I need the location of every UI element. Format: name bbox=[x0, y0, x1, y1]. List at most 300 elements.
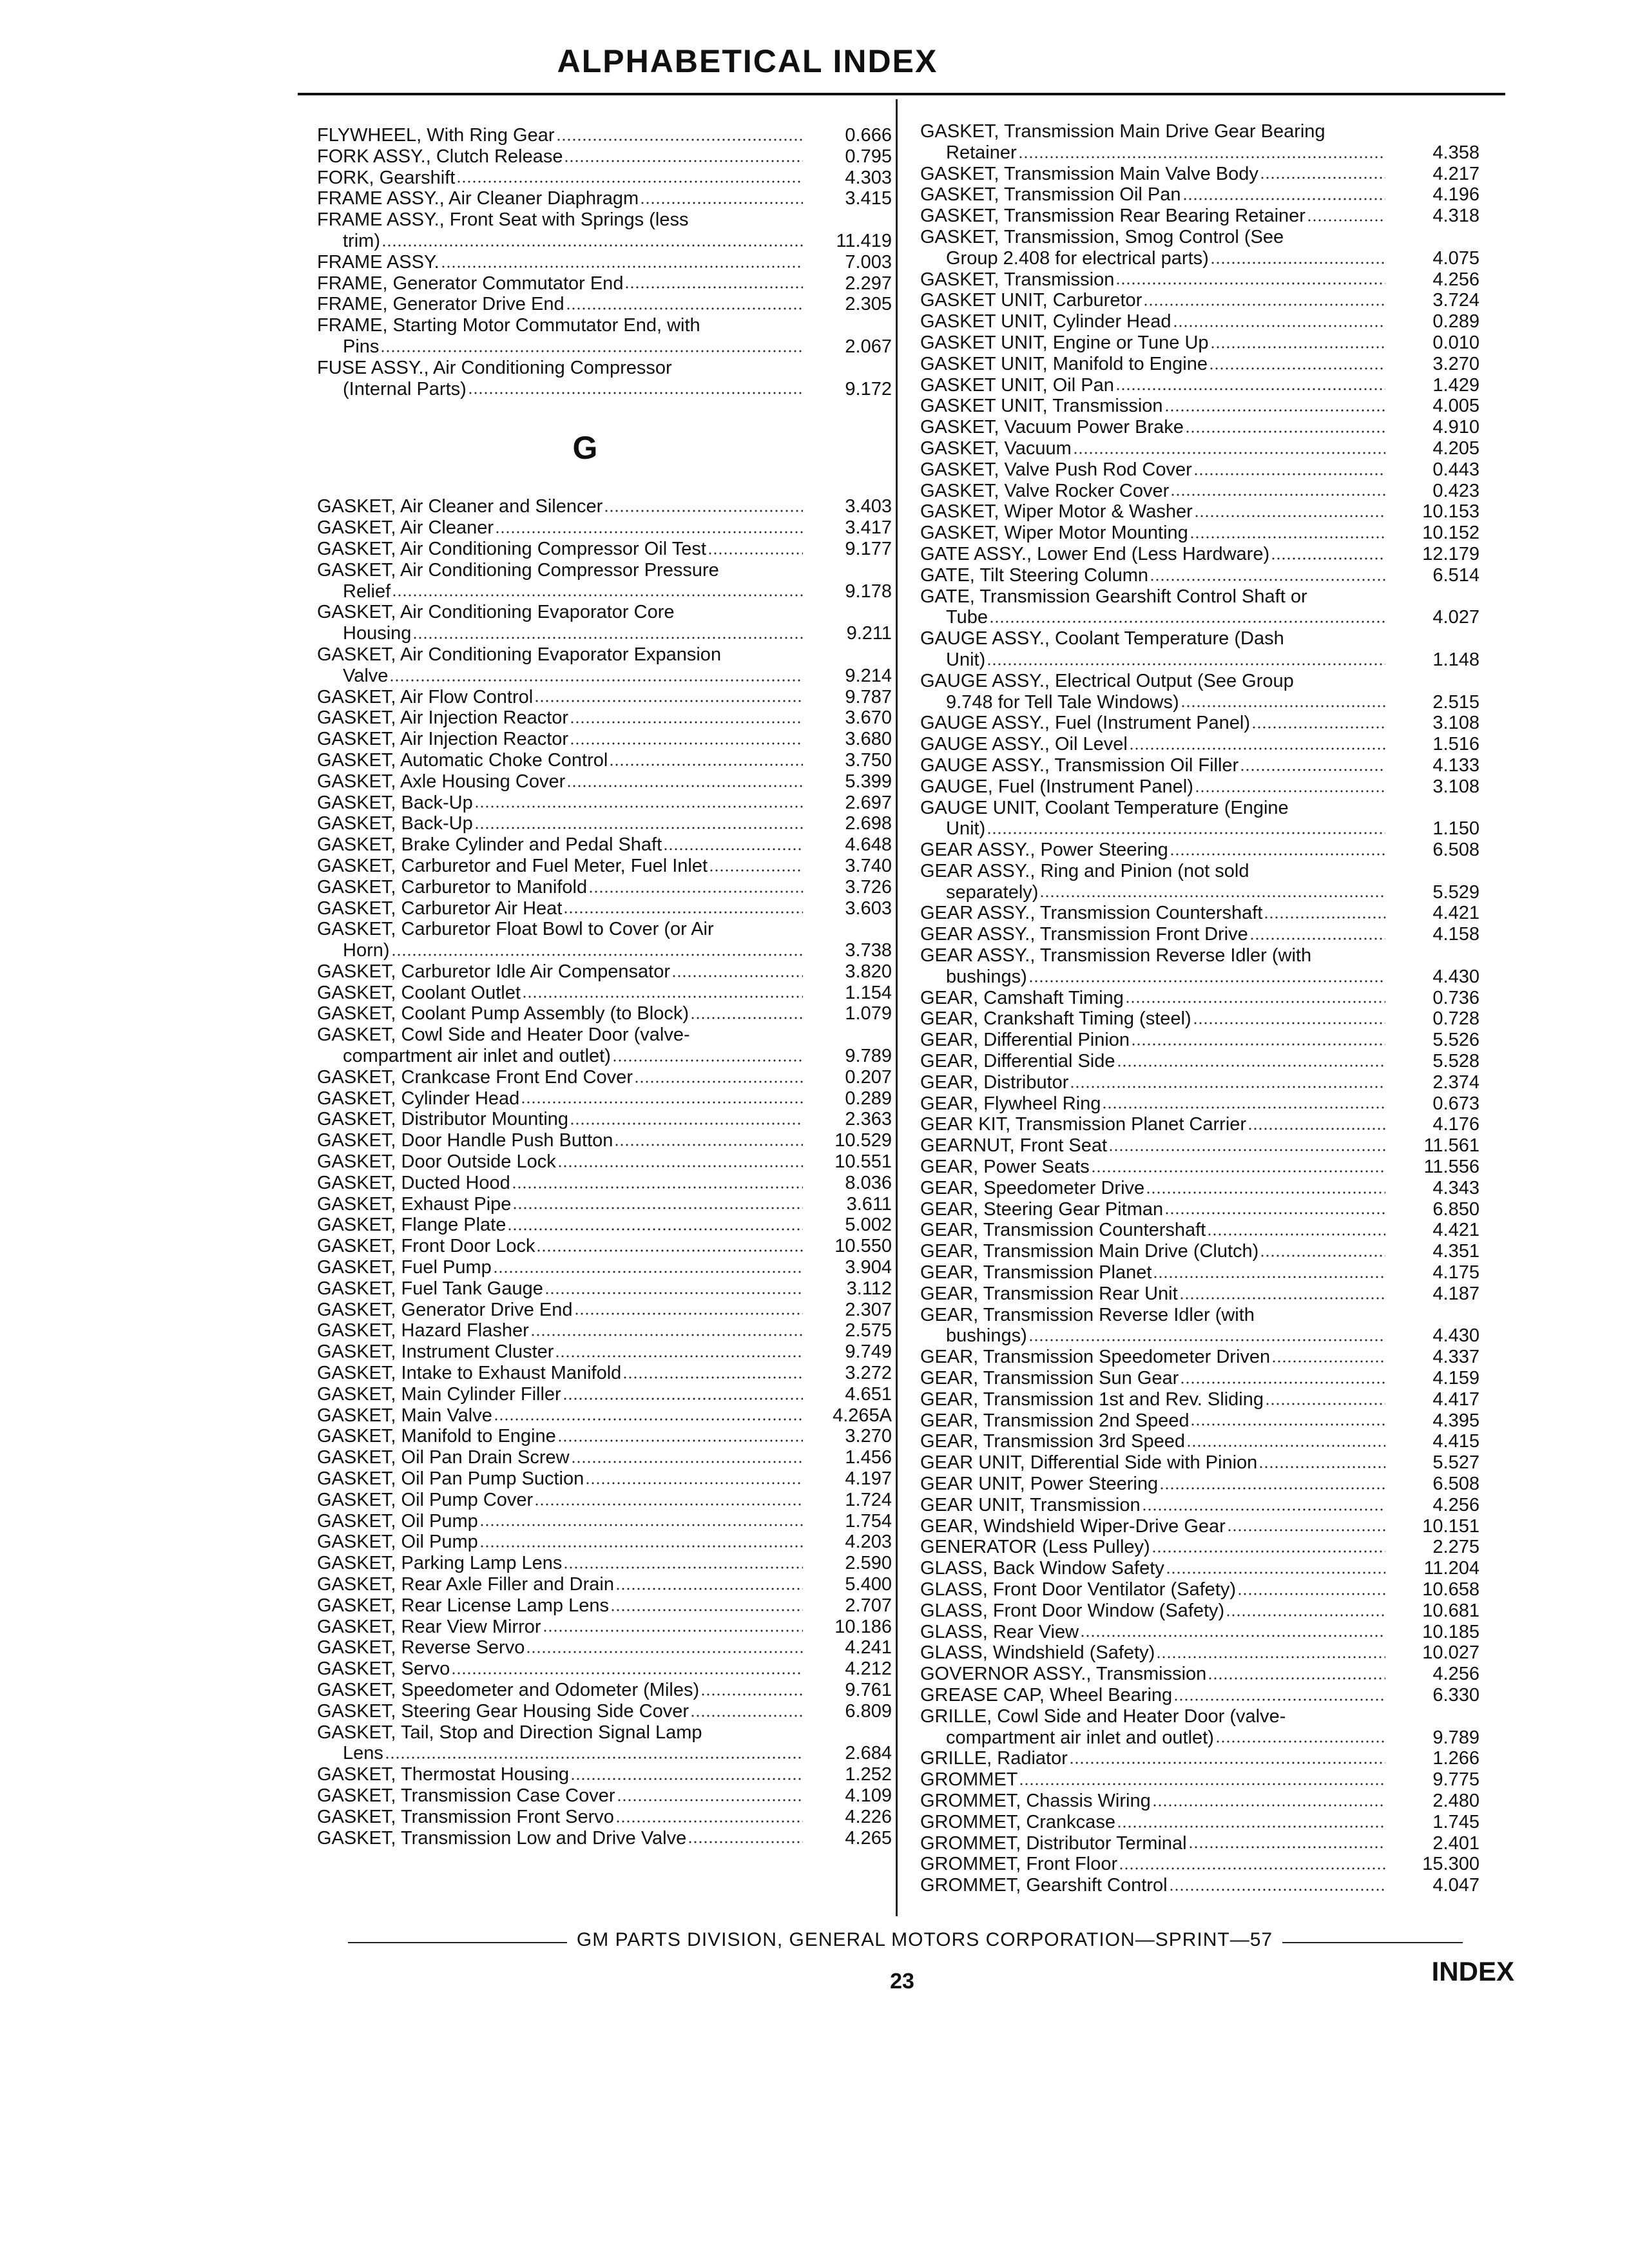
dot-leader bbox=[614, 1143, 803, 1147]
entry-last-line bbox=[317, 1384, 807, 1405]
section-letter: G bbox=[572, 430, 598, 466]
group-number: 2.401 bbox=[1432, 1832, 1480, 1854]
group-number: 2.684 bbox=[845, 1743, 892, 1764]
entry-last-line bbox=[317, 1088, 807, 1110]
group-number: 4.217 bbox=[1432, 163, 1480, 184]
group-number: 0.673 bbox=[1432, 1093, 1480, 1114]
entry-last-line bbox=[920, 1178, 1389, 1199]
entry-text: GAUGE ASSY., Transmission Oil Filler bbox=[920, 754, 1239, 776]
entry-label bbox=[317, 1785, 807, 1807]
group-number: 0.010 bbox=[1432, 332, 1480, 353]
entry-label bbox=[317, 1151, 807, 1173]
entry-text: GREASE CAP, Wheel Bearing bbox=[920, 1684, 1173, 1706]
dot-leader bbox=[1150, 578, 1385, 582]
entry-text: GEAR UNIT, Differential Side with Pinion bbox=[920, 1452, 1258, 1474]
entry-text: GASKET, Carburetor and Fuel Meter, Fuel Inlet bbox=[317, 855, 708, 876]
dot-leader bbox=[512, 1186, 803, 1189]
entry-text: GAUGE, Fuel (Instrument Panel) bbox=[920, 776, 1193, 797]
dot-leader bbox=[380, 349, 803, 353]
entry-text: GASKET, Transmission Rear Bearing Retainer bbox=[920, 206, 1306, 227]
entry-label bbox=[317, 1637, 807, 1658]
entry-last-line bbox=[920, 481, 1389, 502]
entry-text: FORK ASSY., Clutch Release bbox=[317, 146, 563, 167]
entry-text: GOVERNOR ASSY., Transmission bbox=[920, 1664, 1207, 1685]
entry-text: GASKET, Oil Pump Cover bbox=[317, 1489, 534, 1510]
index-entry bbox=[317, 1828, 892, 1849]
dot-leader bbox=[564, 159, 803, 163]
entry-label bbox=[920, 1072, 1389, 1093]
entry-last-line bbox=[317, 1490, 807, 1511]
index-entry bbox=[317, 168, 892, 189]
dot-leader bbox=[1156, 1655, 1385, 1659]
dot-leader bbox=[536, 1249, 803, 1253]
entry-text: GEAR, Transmission Main Drive (Clutch) bbox=[920, 1241, 1259, 1262]
entry-label bbox=[317, 1722, 807, 1765]
dot-leader bbox=[604, 509, 803, 513]
dot-leader bbox=[1195, 789, 1385, 793]
dot-leader bbox=[1115, 387, 1385, 391]
entry-text: GASKET, Servo bbox=[317, 1658, 450, 1680]
group-number: 2.067 bbox=[845, 336, 892, 357]
entry-last-line bbox=[317, 898, 807, 919]
index-entry bbox=[920, 1283, 1480, 1305]
entry-last-line bbox=[317, 1701, 807, 1722]
index-entry bbox=[317, 1701, 892, 1722]
entry-text: Lens bbox=[343, 1743, 383, 1764]
group-number: 4.256 bbox=[1432, 1664, 1480, 1685]
group-number: 5.399 bbox=[845, 771, 892, 792]
entry-text: GASKET, Coolant Outlet bbox=[317, 982, 521, 1003]
entry-label bbox=[920, 840, 1389, 861]
entry-text: GROMMET bbox=[920, 1769, 1018, 1791]
group-number: 5.400 bbox=[845, 1574, 892, 1595]
entry-label bbox=[317, 983, 807, 1004]
index-entry bbox=[920, 840, 1480, 861]
entry-text: GASKET, Ducted Hood bbox=[317, 1172, 510, 1193]
group-number: 4.256 bbox=[1432, 269, 1480, 290]
entry-label bbox=[317, 919, 807, 961]
entry-label bbox=[920, 1748, 1389, 1769]
entry-label bbox=[317, 1511, 807, 1532]
entry-label bbox=[317, 1447, 807, 1468]
entry-text: bushings) bbox=[946, 966, 1027, 987]
index-entry bbox=[317, 644, 892, 687]
entry-label bbox=[920, 1495, 1389, 1516]
entry-text: GROMMET, Distributor Terminal bbox=[920, 1832, 1187, 1854]
entry-label bbox=[317, 1658, 807, 1680]
entry-text: GEAR, Transmission 1st and Rev. Sliding bbox=[920, 1389, 1264, 1410]
index-entry bbox=[920, 755, 1480, 776]
index-entry bbox=[920, 227, 1480, 269]
entry-label bbox=[317, 315, 807, 358]
dot-leader bbox=[1159, 1486, 1385, 1490]
entry-label bbox=[920, 1368, 1389, 1389]
group-number: 4.241 bbox=[845, 1637, 892, 1658]
dot-leader bbox=[1193, 472, 1385, 476]
group-number: 4.212 bbox=[845, 1658, 892, 1680]
entry-label bbox=[920, 1199, 1389, 1220]
index-list-left-top bbox=[317, 125, 892, 399]
entry-label bbox=[920, 501, 1389, 523]
entry-last-line bbox=[317, 1236, 807, 1257]
entry-label bbox=[920, 798, 1389, 840]
entry-text: GROMMET, Crankcase bbox=[920, 1811, 1115, 1832]
entry-label bbox=[920, 1812, 1389, 1833]
entry-last-line bbox=[920, 311, 1389, 332]
dot-leader bbox=[474, 826, 803, 830]
entry-text: compartment air inlet and outlet) bbox=[343, 1046, 611, 1067]
entry-label bbox=[920, 1791, 1389, 1812]
index-entry bbox=[920, 1178, 1480, 1199]
group-number: 4.430 bbox=[1432, 966, 1480, 987]
entry-label bbox=[920, 1262, 1389, 1283]
entry-last-line bbox=[920, 1051, 1389, 1072]
entry-text: FRAME, Generator Drive End bbox=[317, 294, 564, 315]
entry-text: GASKET, Valve Push Rod Cover bbox=[920, 459, 1192, 480]
index-entry bbox=[317, 1785, 892, 1807]
index-entry bbox=[317, 1024, 892, 1067]
entry-text: GLASS, Back Window Safety bbox=[920, 1558, 1164, 1579]
group-number: 2.275 bbox=[1432, 1537, 1480, 1558]
entry-label bbox=[317, 1701, 807, 1722]
dot-leader bbox=[451, 1671, 803, 1675]
entry-label bbox=[317, 1257, 807, 1278]
page-title: ALPHABETICAL INDEX bbox=[557, 43, 938, 79]
entry-last-line bbox=[317, 1511, 807, 1532]
dot-leader bbox=[622, 1376, 803, 1379]
entry-label bbox=[317, 1278, 807, 1300]
entry-text: GASKET, Oil Pump bbox=[317, 1510, 478, 1532]
index-entry bbox=[920, 924, 1480, 945]
group-number: 4.430 bbox=[1432, 1325, 1480, 1347]
entry-text: GEAR, Transmission 2nd Speed bbox=[920, 1410, 1190, 1431]
entry-text: GEAR, Differential Pinion bbox=[920, 1030, 1130, 1051]
dot-leader bbox=[700, 1693, 803, 1696]
dot-leader bbox=[1091, 1169, 1385, 1173]
index-entry bbox=[920, 438, 1480, 459]
entry-text: GASKET, Wiper Motor Mounting bbox=[920, 523, 1188, 544]
entry-last-line bbox=[317, 1003, 807, 1024]
group-number: 9.761 bbox=[845, 1679, 892, 1700]
entry-label bbox=[317, 813, 807, 834]
index-entry bbox=[317, 1003, 892, 1024]
entry-last-line bbox=[317, 1807, 807, 1828]
dot-leader bbox=[493, 1270, 803, 1274]
index-entry bbox=[920, 1558, 1480, 1579]
dot-leader bbox=[1152, 1803, 1385, 1807]
entry-text: GASKET, Transmission Low and Drive Valve bbox=[317, 1827, 687, 1849]
index-entry bbox=[920, 501, 1480, 523]
entry-last-line bbox=[317, 1215, 807, 1236]
index-entry bbox=[920, 1072, 1480, 1093]
entry-last-line bbox=[920, 375, 1389, 396]
index-entry bbox=[317, 707, 892, 729]
entry-label bbox=[317, 1574, 807, 1595]
entry-last-line bbox=[317, 1680, 807, 1701]
entry-last-line bbox=[920, 1875, 1389, 1896]
dot-leader bbox=[1258, 1465, 1385, 1469]
entry-text: GASKET UNIT, Oil Pan bbox=[920, 374, 1114, 396]
entry-last-line bbox=[920, 1516, 1389, 1537]
group-number: 11.204 bbox=[1423, 1558, 1480, 1579]
dot-leader bbox=[522, 995, 803, 999]
index-entry bbox=[920, 481, 1480, 502]
entry-label bbox=[920, 1283, 1389, 1305]
entry-label bbox=[920, 734, 1389, 755]
entry-text: GEARNUT, Front Seat bbox=[920, 1135, 1108, 1157]
entry-last-line bbox=[317, 1595, 807, 1617]
group-number: 10.186 bbox=[834, 1616, 892, 1637]
entry-last-line bbox=[317, 517, 807, 539]
entry-label bbox=[317, 1617, 807, 1638]
entry-last-line bbox=[920, 1579, 1389, 1600]
entry-last-line bbox=[920, 1622, 1389, 1643]
group-number: 7.003 bbox=[845, 251, 892, 273]
entry-text: FORK, Gearshift bbox=[317, 167, 456, 188]
index-entry bbox=[920, 1347, 1480, 1368]
index-entry bbox=[317, 919, 892, 961]
entry-text: GAUGE UNIT, Coolant Temperature (Engine bbox=[920, 797, 1289, 818]
index-entry bbox=[920, 1516, 1480, 1537]
dot-leader bbox=[1018, 155, 1385, 159]
entry-label bbox=[920, 776, 1389, 798]
group-number: 10.658 bbox=[1422, 1579, 1480, 1600]
footer-rule-left bbox=[348, 1942, 567, 1943]
entry-text: GASKET, Wiper Motor & Washer bbox=[920, 501, 1193, 523]
entry-text: GASKET, Back-Up bbox=[317, 813, 473, 834]
entry-label bbox=[920, 269, 1389, 291]
entry-last-line bbox=[317, 834, 807, 856]
group-number: 4.318 bbox=[1432, 206, 1480, 227]
entry-last-line bbox=[317, 856, 807, 877]
dot-leader bbox=[1070, 1085, 1385, 1089]
entry-text: FRAME ASSY., Front Seat with Springs (less bbox=[317, 209, 689, 231]
entry-label bbox=[317, 1173, 807, 1194]
entry-text: GASKET, Rear Axle Filler and Drain bbox=[317, 1574, 614, 1595]
entry-label bbox=[317, 1532, 807, 1553]
entry-label bbox=[317, 1426, 807, 1447]
entry-last-line bbox=[920, 1431, 1389, 1452]
dot-leader bbox=[557, 1164, 803, 1168]
entry-last-line bbox=[317, 146, 807, 168]
index-entry bbox=[317, 1532, 892, 1553]
entry-last-line bbox=[920, 396, 1389, 417]
index-entry bbox=[317, 1341, 892, 1363]
dot-leader bbox=[543, 1629, 803, 1633]
entry-label bbox=[920, 1093, 1389, 1115]
entry-label bbox=[317, 1003, 807, 1024]
dot-leader bbox=[708, 552, 803, 555]
dot-leader bbox=[566, 307, 803, 311]
index-entry bbox=[920, 671, 1480, 713]
entry-text: GEAR UNIT, Transmission bbox=[920, 1494, 1141, 1515]
entry-last-line bbox=[317, 1743, 807, 1764]
entry-last-line bbox=[317, 813, 807, 834]
index-entry bbox=[920, 586, 1480, 629]
entry-text: GASKET UNIT, Carburetor bbox=[920, 290, 1142, 311]
entry-text: GASKET, Air Injection Reactor bbox=[317, 729, 569, 750]
group-number: 4.421 bbox=[1432, 903, 1480, 924]
right-column bbox=[920, 121, 1480, 1896]
entry-text: GASKET, Hazard Flasher bbox=[317, 1320, 529, 1341]
entry-last-line bbox=[317, 1341, 807, 1363]
entry-text: GASKET, Oil Pan Pump Suction bbox=[317, 1468, 584, 1490]
group-number: 2.590 bbox=[845, 1553, 892, 1574]
index-entry bbox=[920, 1135, 1480, 1157]
dot-leader bbox=[1209, 367, 1385, 370]
entry-label bbox=[920, 1579, 1389, 1600]
group-number: 5.002 bbox=[845, 1215, 892, 1236]
dot-leader bbox=[1264, 916, 1385, 919]
group-number: 10.153 bbox=[1422, 501, 1480, 523]
entry-text: GASKET, Oil Pump bbox=[317, 1532, 478, 1553]
index-entry bbox=[317, 1109, 892, 1130]
dot-leader bbox=[456, 180, 803, 184]
entry-text: Pins bbox=[343, 336, 380, 357]
index-entry bbox=[317, 1405, 892, 1427]
group-number: 3.750 bbox=[845, 749, 892, 771]
entry-last-line bbox=[317, 125, 807, 146]
entry-text: Retainer bbox=[946, 142, 1017, 163]
entry-text: GASKET, Rear View Mirror bbox=[317, 1616, 541, 1637]
entry-text: Group 2.408 for electrical parts) bbox=[946, 247, 1209, 269]
entry-label bbox=[920, 354, 1389, 375]
index-entry bbox=[920, 1664, 1480, 1685]
dot-leader bbox=[1207, 1233, 1385, 1236]
dot-leader bbox=[1073, 451, 1385, 455]
entry-last-line bbox=[317, 940, 807, 961]
entry-last-line bbox=[317, 793, 807, 814]
dot-leader bbox=[1173, 1698, 1385, 1702]
entry-text: GASKET, Door Outside Lock bbox=[317, 1151, 556, 1173]
group-number: 2.363 bbox=[845, 1109, 892, 1130]
dot-leader bbox=[507, 1227, 803, 1231]
index-entry bbox=[317, 1173, 892, 1194]
index-entry bbox=[920, 523, 1480, 544]
group-number: 3.726 bbox=[845, 876, 892, 898]
entry-text: GASKET, Air Conditioning Evaporator Expansion bbox=[317, 644, 722, 665]
entry-label bbox=[317, 1807, 807, 1828]
index-entry bbox=[920, 1431, 1480, 1452]
entry-text: GEAR KIT, Transmission Planet Carrier bbox=[920, 1114, 1247, 1135]
index-entry bbox=[920, 1114, 1480, 1135]
group-number: 11.419 bbox=[836, 230, 892, 251]
entry-text: FRAME ASSY., Air Cleaner Diaphragm bbox=[317, 188, 639, 209]
index-entry bbox=[920, 861, 1480, 903]
entry-text: GEAR, Crankshaft Timing (steel) bbox=[920, 1008, 1191, 1030]
group-number: 1.456 bbox=[845, 1447, 892, 1468]
dot-leader bbox=[570, 720, 803, 724]
group-number: 3.417 bbox=[845, 517, 892, 539]
entry-label bbox=[317, 209, 807, 252]
group-number: 4.176 bbox=[1432, 1114, 1480, 1135]
entry-text: GROMMET, Chassis Wiring bbox=[920, 1790, 1151, 1811]
entry-text: GASKET, Manifold to Engine bbox=[317, 1426, 556, 1447]
group-number: 0.207 bbox=[845, 1066, 892, 1088]
dot-leader bbox=[530, 1333, 803, 1337]
index-entry bbox=[920, 1008, 1480, 1030]
entry-label bbox=[317, 1109, 807, 1130]
group-number: 4.343 bbox=[1432, 1177, 1480, 1198]
group-number: 2.297 bbox=[845, 273, 892, 294]
entry-label bbox=[920, 1114, 1389, 1135]
entry-label bbox=[317, 1236, 807, 1257]
entry-last-line bbox=[920, 1368, 1389, 1389]
entry-text: GENERATOR (Less Pulley) bbox=[920, 1537, 1150, 1558]
dot-leader bbox=[1164, 1211, 1385, 1215]
entry-text: GASKET, Speedometer and Odometer (Miles) bbox=[317, 1679, 700, 1700]
index-entry bbox=[317, 209, 892, 252]
index-entry bbox=[920, 544, 1480, 565]
entry-text: GASKET, Back-Up bbox=[317, 792, 473, 813]
entry-label bbox=[920, 671, 1389, 713]
entry-text: GASKET, Parking Lamp Lens bbox=[317, 1553, 563, 1574]
group-number: 3.108 bbox=[1432, 776, 1480, 797]
entry-text: GASKET, Instrument Cluster bbox=[317, 1341, 554, 1363]
index-entry bbox=[920, 1537, 1480, 1558]
entry-last-line bbox=[920, 1600, 1389, 1622]
dot-leader bbox=[1188, 1845, 1385, 1849]
index-entry bbox=[317, 1468, 892, 1490]
group-number: 4.265A bbox=[833, 1405, 892, 1426]
index-entry bbox=[317, 125, 892, 146]
entry-last-line bbox=[317, 188, 807, 209]
dot-leader bbox=[688, 1840, 803, 1844]
entry-last-line bbox=[317, 1130, 807, 1151]
dot-leader bbox=[571, 1460, 803, 1464]
footer-text: GM PARTS DIVISION, GENERAL MOTORS CORPORATION—SPRINT—57 bbox=[576, 1929, 1273, 1950]
entry-label bbox=[317, 707, 807, 729]
group-number: 3.724 bbox=[1432, 290, 1480, 311]
dot-leader bbox=[1182, 197, 1385, 201]
footer-rule-right bbox=[1282, 1942, 1463, 1943]
entry-label bbox=[317, 1320, 807, 1341]
group-number: 4.395 bbox=[1432, 1410, 1480, 1431]
entry-label bbox=[920, 565, 1389, 586]
entry-text: GASKET, Carburetor Idle Air Compensator bbox=[317, 961, 671, 982]
dot-leader bbox=[615, 1587, 803, 1591]
group-number: 9.178 bbox=[845, 581, 892, 602]
entry-text: GEAR, Distributor bbox=[920, 1072, 1069, 1093]
group-number: 1.252 bbox=[845, 1764, 892, 1785]
entry-label bbox=[920, 586, 1389, 629]
group-number: 4.175 bbox=[1432, 1262, 1480, 1283]
dot-leader bbox=[381, 244, 803, 247]
entry-text: Relief bbox=[343, 581, 391, 602]
dot-leader bbox=[1115, 282, 1385, 285]
dot-leader bbox=[570, 1122, 803, 1126]
entry-last-line bbox=[317, 1278, 807, 1300]
group-number: 4.358 bbox=[1432, 142, 1480, 163]
entry-last-line bbox=[317, 1574, 807, 1595]
index-entry bbox=[317, 1637, 892, 1658]
index-entry bbox=[920, 1642, 1480, 1664]
group-number: 3.738 bbox=[845, 940, 892, 961]
dot-leader bbox=[1142, 1508, 1385, 1512]
group-number: 4.027 bbox=[1432, 607, 1480, 628]
group-number: 0.289 bbox=[845, 1088, 892, 1109]
index-entry bbox=[317, 1617, 892, 1638]
title-rule bbox=[298, 93, 1505, 95]
group-number: 4.197 bbox=[845, 1468, 892, 1490]
entry-label bbox=[920, 1135, 1389, 1157]
group-number: 2.305 bbox=[845, 294, 892, 315]
entry-text: GASKET, Air Conditioning Compressor Pressure bbox=[317, 559, 719, 581]
dot-leader bbox=[391, 953, 803, 957]
entry-last-line bbox=[317, 1257, 807, 1278]
index-entry bbox=[920, 1241, 1480, 1262]
entry-label bbox=[317, 898, 807, 919]
